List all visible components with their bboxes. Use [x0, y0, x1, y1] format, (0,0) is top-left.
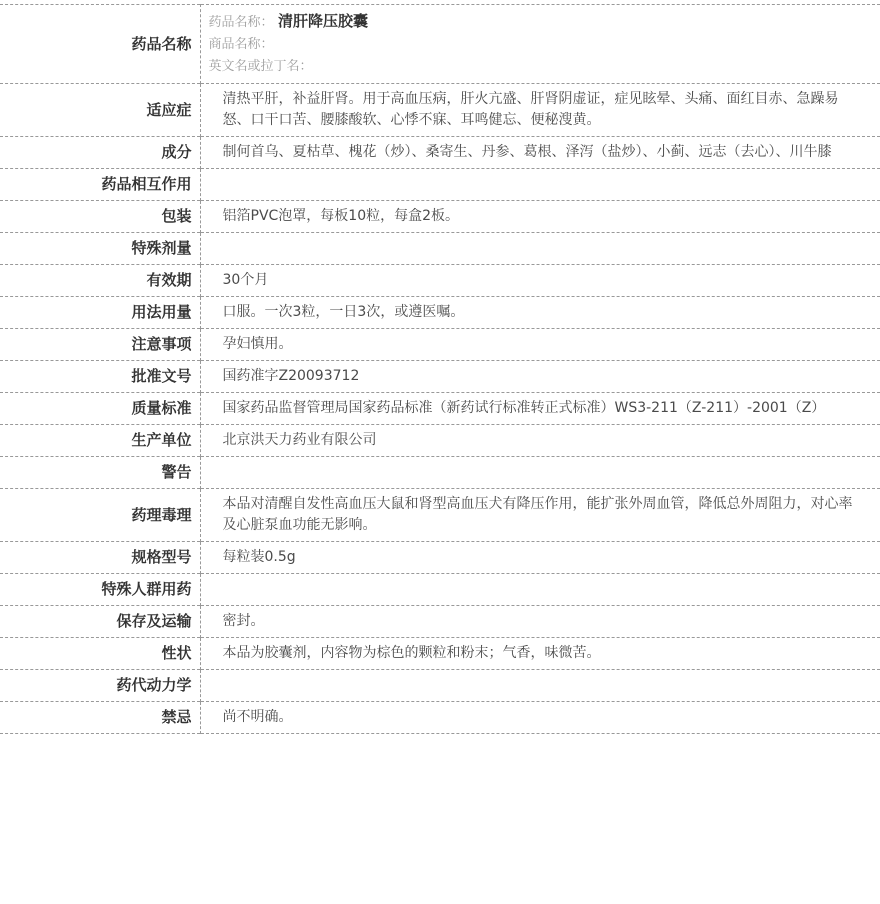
row-value: 铝箔PVC泡罩，每板10粒，每盒2板。 [222, 208, 460, 224]
row-value [200, 574, 880, 606]
row-label: 禁忌 [0, 702, 200, 734]
table-row-ingredients [0, 137, 880, 169]
row-label: 药理毒理 [0, 489, 200, 542]
row-value: 口服。一次3粒，一日3次，或遵医嘱。 [222, 304, 465, 320]
latin-name-line: 英文名或拉丁名： [208, 59, 313, 74]
row-label: 特殊人群用药 [0, 574, 200, 606]
row-label: 有效期 [0, 265, 200, 297]
row-value: 国家药品监督管理局国家药品标准（新药试行标准转正式标准）WS3-211（Z-211）-2001（Z） [222, 400, 826, 416]
table-row-precautions [0, 329, 880, 361]
trade-name-line: 商品名称： [208, 37, 274, 52]
generic-name-line [209, 10, 867, 34]
row-label: 特殊剂量 [0, 233, 200, 265]
row-label: 成分 [0, 137, 200, 169]
row-label: 警告 [0, 457, 200, 489]
generic-name-key: 药品名称： [208, 15, 274, 30]
row-value: 国药准字Z20093712 [222, 368, 360, 384]
table-row-interactions [0, 169, 880, 201]
row-label: 注意事项 [0, 329, 200, 361]
row-value: 尚不明确。 [222, 709, 293, 725]
row-label: 批准文号 [0, 361, 200, 393]
table-row-special-dosage [0, 233, 880, 265]
table-row-approval-number [0, 361, 880, 393]
row-label: 药品相互作用 [0, 169, 200, 201]
table-row-pharmacology-toxicology [0, 489, 880, 542]
drug-name-value: 清肝降压胶囊 [277, 12, 368, 30]
table-row-shelf-life [0, 265, 880, 297]
table-row-drug-name [0, 5, 880, 84]
row-label: 生产单位 [0, 425, 200, 457]
row-value [200, 457, 880, 489]
table-row-manufacturer [0, 425, 880, 457]
row-value: 本品为胶囊剂，内容物为棕色的颗粒和粉末；气香，味微苦。 [222, 645, 601, 661]
row-value: 30个月 [222, 272, 269, 288]
row-label: 保存及运输 [0, 606, 200, 638]
table-row-special-populations [0, 574, 880, 606]
row-label: 质量标准 [0, 393, 200, 425]
table-row-dosage-usage [0, 297, 880, 329]
row-value [200, 233, 880, 265]
row-value: 每粒装0.5g [222, 549, 296, 565]
row-label: 适应症 [0, 84, 200, 137]
row-value: 本品对清醒自发性高血压大鼠和肾型高血压犬有降压作用，能扩张外周血管，降低总外周阻力，对心率及心脏泵血功能无影响。 [222, 496, 853, 533]
table-row-packaging [0, 201, 880, 233]
table-row-indications [0, 84, 880, 137]
row-value: 孕妇慎用。 [222, 336, 293, 352]
row-label-drug-name: 药品名称 [0, 5, 200, 84]
row-value-drug-name [200, 5, 880, 84]
table-row-specification [0, 542, 880, 574]
table-row-description [0, 638, 880, 670]
table-row-quality-standard [0, 393, 880, 425]
row-label: 用法用量 [0, 297, 200, 329]
row-label: 包装 [0, 201, 200, 233]
row-label: 规格型号 [0, 542, 200, 574]
table-row-contraindications [0, 702, 880, 734]
table-row-warning [0, 457, 880, 489]
drug-info-table [0, 4, 880, 734]
row-value: 密封。 [222, 613, 265, 629]
row-value [200, 169, 880, 201]
row-label: 药代动力学 [0, 670, 200, 702]
row-label: 性状 [0, 638, 200, 670]
table-row-pharmacokinetics [0, 670, 880, 702]
row-value: 北京洪天力药业有限公司 [222, 432, 377, 448]
row-value [200, 670, 880, 702]
table-row-storage-transport [0, 606, 880, 638]
row-value: 清热平肝，补益肝肾。用于高血压病，肝火亢盛、肝肾阴虚证，症见眩晕、头痛、面红目赤、急躁易怒、口干口苦、腰膝酸软、心悸不寐、耳鸣健忘、便秘溲黄。 [222, 91, 839, 128]
row-value: 制何首乌、夏枯草、槐花（炒）、桑寄生、丹参、葛根、泽泻（盐炒）、小蓟、远志（去心）、川牛膝 [222, 144, 832, 160]
